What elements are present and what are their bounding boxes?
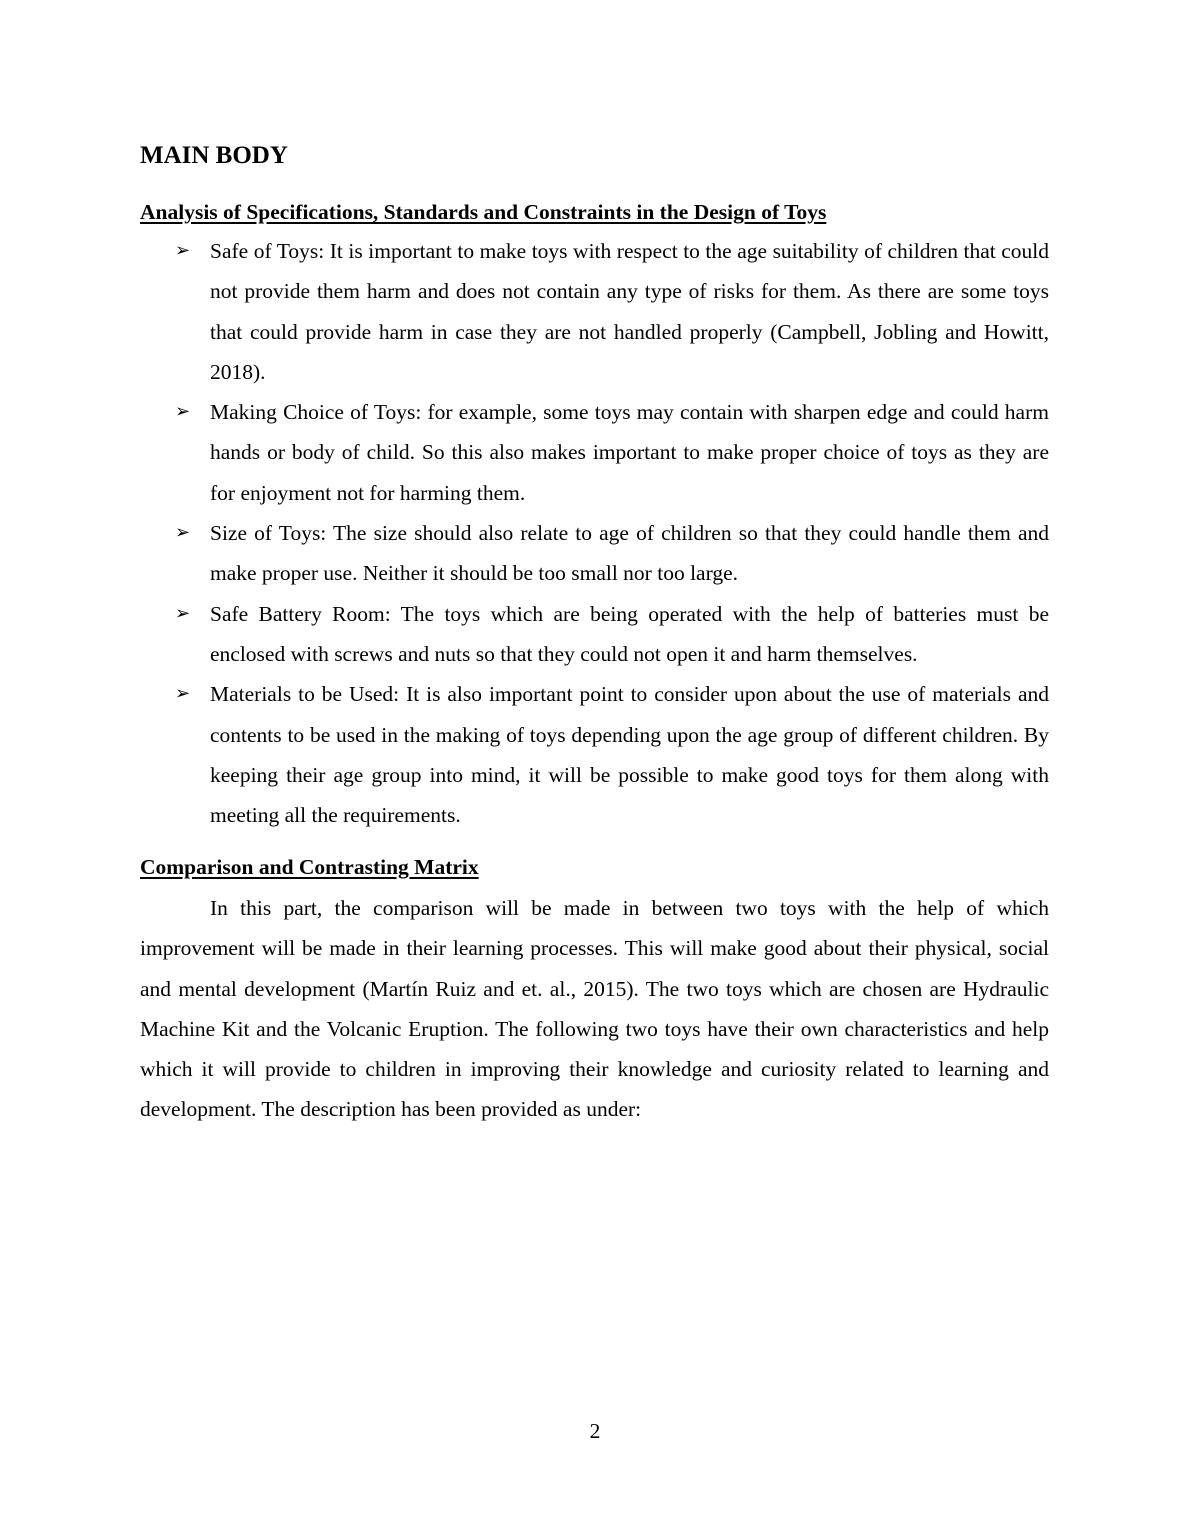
list-item-text: Safe of Toys: It is important to make toys with respect to the age suitability of children that could not provide them harm and does not contain any type of risks for them. As there are some toys that could provide harm in case they are not handled properly (Campbell, Jobling and Howitt, 2018).	[210, 239, 1049, 384]
arrowhead-bullet-icon: ➢	[175, 683, 191, 705]
page-number: 2	[589, 1419, 601, 1443]
arrowhead-bullet-icon: ➢	[175, 522, 191, 544]
list-item	[140, 392, 1049, 513]
list-item-text: Making Choice of Toys: for example, some toys may contain with sharpen edge and could harm hands or body of child. So this also makes important to make proper choice of toys as they are for enjoyment not for harming them.	[210, 400, 1049, 505]
main-heading: MAIN BODY	[140, 142, 288, 169]
bullet-list	[140, 231, 1049, 835]
body-paragraph: In this part, the comparison will be made in between two toys with the help of which improvement will be made in their learning processes. This will make good about their physical, social and mental development (Martín Ruiz and et. al., 2015). The two toys which are chosen are Hydraulic Machine Kit and the Volcanic Eruption. The following two toys have their own characteristics and help which it will provide to children in improving their knowledge and curiosity related to learning and development. The description has been provided as under:	[140, 896, 1049, 1122]
list-item	[140, 594, 1049, 675]
list-item	[140, 513, 1049, 594]
arrowhead-bullet-icon: ➢	[175, 401, 191, 423]
arrowhead-bullet-icon: ➢	[175, 240, 191, 261]
list-item	[140, 674, 1049, 835]
list-item-text: Safe Battery Room: The toys which are being operated with the help of batteries must be enclosed with screws and nuts so that they could not open it and harm themselves.	[210, 601, 1049, 666]
arrowhead-bullet-icon: ➢	[175, 602, 191, 624]
section-heading-analysis: Analysis of Specifications, Standards and Constraints in the Design of Toys	[140, 200, 827, 224]
list-item	[140, 231, 1049, 392]
list-item-text: Materials to be Used: It is also important point to consider upon about the use of materials and contents to be used in the making of toys depending upon the age group of different children. By keeping their age group into mind, it will be possible to make good toys for them along with meeting all the requirements.	[210, 682, 1049, 828]
list-item-text: Size of Toys: The size should also relate to age of children so that they could handle them and make proper use. Neither it should be too small nor too large.	[210, 521, 1049, 586]
section-heading-comparison: Comparison and Contrasting Matrix	[140, 855, 479, 879]
